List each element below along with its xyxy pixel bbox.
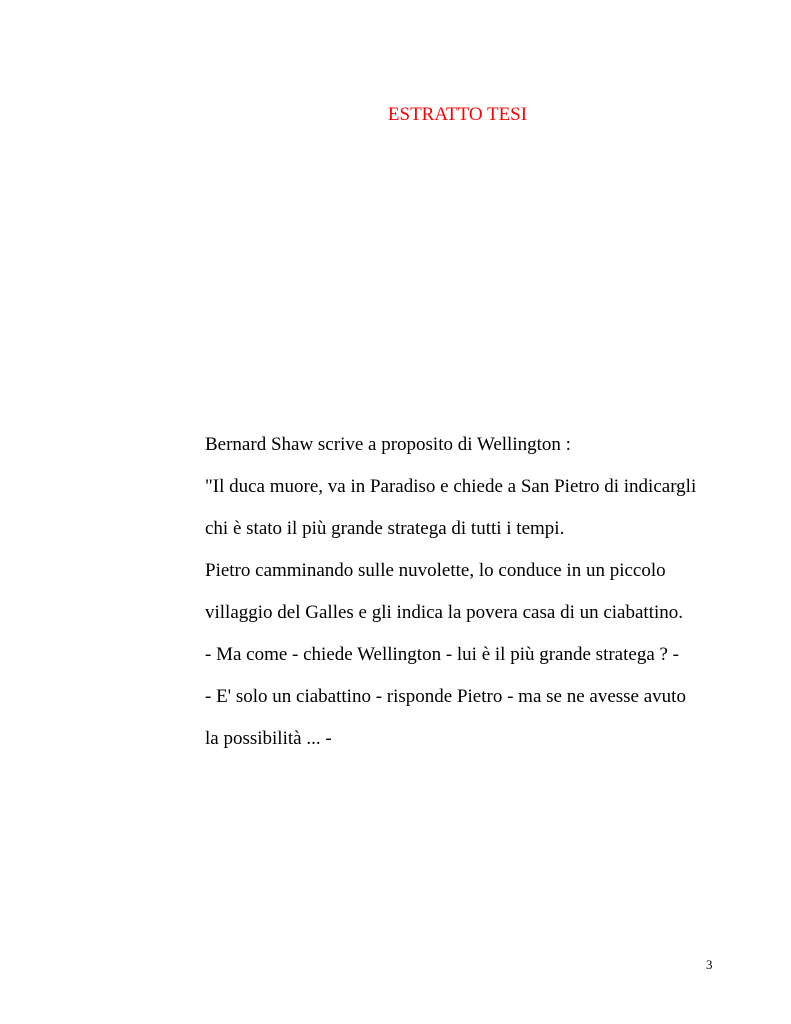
text-line: Pietro camminando sulle nuvolette, lo conduce in un piccolo (205, 560, 666, 581)
quote-body (205, 424, 745, 760)
text-line: "Il duca muore, va in Paradiso e chiede a San Pietro di indicargli (205, 476, 697, 497)
page-number: 3 (706, 957, 713, 972)
text-line: Bernard Shaw scrive a proposito di Wellington : (205, 434, 571, 455)
text-line: villaggio del Galles e gli indica la povera casa di un ciabattino. (205, 602, 684, 623)
text-line: - Ma come - chiede Wellington - lui è il più grande stratega ? - (205, 644, 680, 665)
document-title: ESTRATTO TESI (387, 104, 528, 125)
text-line: - E' solo un ciabattino - risponde Pietro - ma se ne avesse avuto (205, 686, 686, 707)
text-line: la possibilità ... - (205, 728, 332, 749)
text-line: chi è stato il più grande stratega di tutti i tempi. (205, 518, 565, 539)
